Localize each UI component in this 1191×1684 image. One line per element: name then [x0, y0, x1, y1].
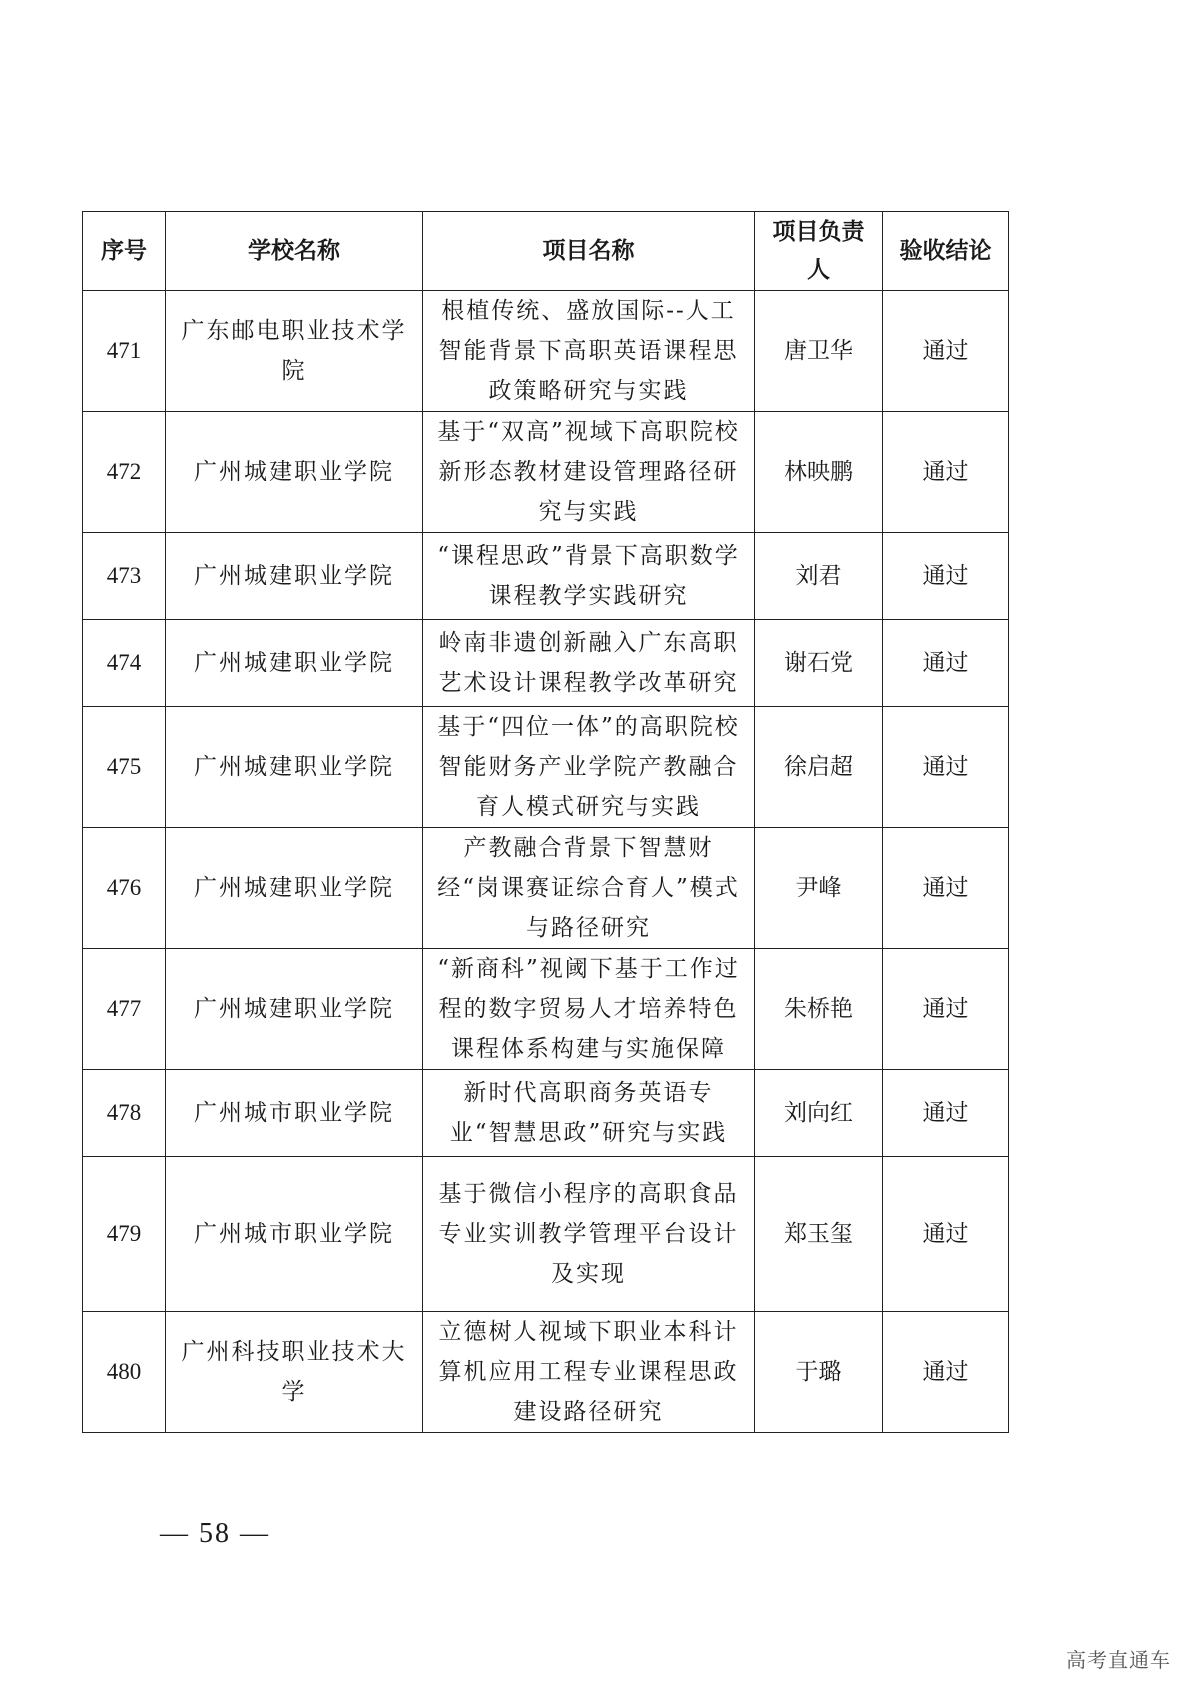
cell-no: 475: [83, 707, 166, 828]
table-row: [83, 533, 1009, 620]
cell-leader: 谢石党: [755, 620, 883, 707]
cell-result: 通过: [883, 949, 1009, 1070]
cell-result: 通过: [883, 1157, 1009, 1312]
cell-no: 471: [83, 291, 166, 412]
cell-no: 472: [83, 412, 166, 533]
cell-result: 通过: [883, 291, 1009, 412]
cell-project: 产教融合背景下智慧财经“岗课赛证综合育人”模式与路径研究: [423, 828, 755, 949]
cell-result: 通过: [883, 1312, 1009, 1433]
cell-project: 基于“双高”视域下高职院校新形态教材建设管理路径研究与实践: [423, 412, 755, 533]
table-row: [83, 1070, 1009, 1157]
cell-project: 新时代高职商务英语专业“智慧思政”研究与实践: [423, 1070, 755, 1157]
table-row: [83, 291, 1009, 412]
cell-result: 通过: [883, 533, 1009, 620]
cell-school: 广州城建职业学院: [166, 533, 423, 620]
table-body: [83, 291, 1009, 1433]
cell-school: 广州城建职业学院: [166, 620, 423, 707]
watermark-text: 高考直通车: [1066, 1648, 1171, 1672]
table-row: [83, 1312, 1009, 1433]
cell-leader: 刘向红: [755, 1070, 883, 1157]
cell-school: 广东邮电职业技术学院: [166, 291, 423, 412]
cell-no: 477: [83, 949, 166, 1070]
cell-result: 通过: [883, 412, 1009, 533]
header-school: 学校名称: [166, 212, 423, 291]
results-table: [82, 211, 1009, 1433]
cell-leader: 唐卫华: [755, 291, 883, 412]
cell-result: 通过: [883, 707, 1009, 828]
cell-leader: 于璐: [755, 1312, 883, 1433]
cell-no: 473: [83, 533, 166, 620]
cell-school: 广州城建职业学院: [166, 828, 423, 949]
cell-project: “新商科”视阈下基于工作过程的数字贸易人才培养特色课程体系构建与实施保障: [423, 949, 755, 1070]
cell-school: 广州城建职业学院: [166, 949, 423, 1070]
cell-result: 通过: [883, 828, 1009, 949]
cell-project: 根植传统、盛放国际--人工智能背景下高职英语课程思政策略研究与实践: [423, 291, 755, 412]
cell-school: 广州城建职业学院: [166, 412, 423, 533]
cell-no: 478: [83, 1070, 166, 1157]
cell-leader: 郑玉玺: [755, 1157, 883, 1312]
table-row: [83, 707, 1009, 828]
cell-project: “课程思政”背景下高职数学课程教学实践研究: [423, 533, 755, 620]
cell-leader: 尹峰: [755, 828, 883, 949]
cell-project: 立德树人视域下职业本科计算机应用工程专业课程思政建设路径研究: [423, 1312, 755, 1433]
header-result: 验收结论: [883, 212, 1009, 291]
cell-school: 广州科技职业技术大学: [166, 1312, 423, 1433]
table-row: [83, 828, 1009, 949]
cell-leader: 徐启超: [755, 707, 883, 828]
cell-school: 广州城建职业学院: [166, 707, 423, 828]
table-row: [83, 620, 1009, 707]
table-row: [83, 412, 1009, 533]
header-leader: 项目负责人: [755, 212, 883, 291]
table-header: [83, 212, 1009, 291]
header-row: [83, 212, 1009, 291]
cell-school: 广州城市职业学院: [166, 1157, 423, 1312]
cell-no: 480: [83, 1312, 166, 1433]
header-no: 序号: [83, 212, 166, 291]
cell-leader: 刘君: [755, 533, 883, 620]
cell-result: 通过: [883, 1070, 1009, 1157]
table-row: [83, 1157, 1009, 1312]
cell-project: 基于微信小程序的高职食品专业实训教学管理平台设计及实现: [423, 1157, 755, 1312]
cell-no: 479: [83, 1157, 166, 1312]
header-project: 项目名称: [423, 212, 755, 291]
table-row: [83, 949, 1009, 1070]
cell-result: 通过: [883, 620, 1009, 707]
cell-project: 基于“四位一体”的高职院校智能财务产业学院产教融合育人模式研究与实践: [423, 707, 755, 828]
cell-leader: 林映鹏: [755, 412, 883, 533]
cell-no: 474: [83, 620, 166, 707]
page-number: — 58 —: [160, 1518, 270, 1549]
cell-school: 广州城市职业学院: [166, 1070, 423, 1157]
cell-leader: 朱桥艳: [755, 949, 883, 1070]
cell-no: 476: [83, 828, 166, 949]
cell-project: 岭南非遗创新融入广东高职艺术设计课程教学改革研究: [423, 620, 755, 707]
